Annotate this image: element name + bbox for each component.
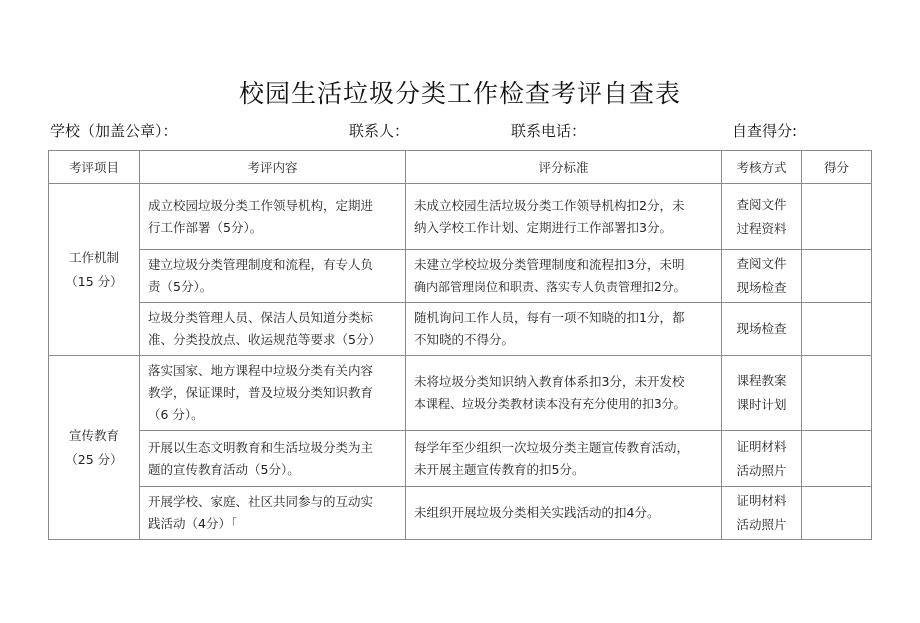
info-row xyxy=(0,120,920,144)
header-method: 考核方式 xyxy=(722,151,802,184)
score-cell[interactable] xyxy=(802,356,872,431)
method-line: 课时计划 xyxy=(736,397,787,412)
method-cell xyxy=(722,184,802,250)
method-cell xyxy=(722,356,802,431)
method-line: 现场检查 xyxy=(736,321,787,336)
score-cell[interactable] xyxy=(802,487,872,540)
table-row xyxy=(49,303,872,356)
header-score: 得分 xyxy=(802,151,872,184)
standard-line: 未组织开展垃圾分类相关实践活动的扣4分。 xyxy=(414,505,660,520)
page-title: 校园生活垃圾分类工作检查考评自查表 xyxy=(238,79,681,108)
content-cell xyxy=(140,431,406,487)
score-cell[interactable] xyxy=(802,184,872,250)
category-points: （25 分） xyxy=(65,451,123,467)
standard-cell xyxy=(406,184,722,250)
content-line: 责（5分）。 xyxy=(148,279,213,294)
content-line: （6 分）。 xyxy=(148,407,204,422)
table-row xyxy=(49,184,872,250)
standard-cell xyxy=(406,431,722,487)
content-line: 开展以生态文明教育和生活垃圾分类为主 xyxy=(148,439,374,455)
method-cell xyxy=(722,431,802,487)
standard-line: 确内部管理岗位和职责、落实专人负责管理扣2分。 xyxy=(414,280,686,294)
standard-line: 本课程、垃圾分类教材读本没有充分使用的扣3分。 xyxy=(414,397,686,411)
content-line: 垃圾分类管理人员、保洁人员知道分类标 xyxy=(148,310,374,325)
standard-line: 未将垃圾分类知识纳入教育体系扣3分，未开发校 xyxy=(414,374,685,389)
table-header-row xyxy=(49,151,872,184)
method-cell xyxy=(722,250,802,303)
content-line: 准、分类投放点、收运规范等要求（5分） xyxy=(148,332,381,347)
method-line: 活动照片 xyxy=(736,517,787,532)
standard-line: 未建立学校垃圾分类管理制度和流程扣3分，未明 xyxy=(414,257,685,272)
content-line: 建立垃圾分类管理制度和流程，有专人负 xyxy=(148,257,374,272)
content-cell xyxy=(140,250,406,303)
content-cell xyxy=(140,356,406,431)
method-line: 证明材料 xyxy=(736,493,787,508)
content-line: 教学，保证课时，普及垃圾分类知识教育 xyxy=(148,385,374,400)
content-line: 开展学校、家庭、社区共同参与的互动实 xyxy=(148,494,374,509)
method-line: 现场检查 xyxy=(736,280,787,295)
method-line: 活动照片 xyxy=(736,462,787,478)
table-row xyxy=(49,487,872,540)
standard-line: 不知晓的不得分。 xyxy=(414,332,515,347)
header-standard: 评分标准 xyxy=(406,151,722,184)
method-line: 过程资料 xyxy=(736,220,787,236)
header-content: 考评内容 xyxy=(140,151,406,184)
standard-line: 未开展主题宣传教育的扣5分。 xyxy=(414,461,585,477)
method-cell xyxy=(722,303,802,356)
standard-line: 未成立校园生活垃圾分类工作领导机构扣2分，未 xyxy=(414,197,685,213)
standard-cell xyxy=(406,250,722,303)
content-cell xyxy=(140,303,406,356)
method-line: 课程教案 xyxy=(736,373,787,388)
content-line: 题的宣传教育活动（5分）。 xyxy=(148,461,300,477)
standard-cell xyxy=(406,487,722,540)
header-item: 考评项目 xyxy=(49,151,140,184)
standard-line: 纳入学校工作计划、定期进行工作部署扣3分。 xyxy=(414,219,672,235)
category-name: 宣传教育 xyxy=(68,427,119,443)
table-row xyxy=(49,250,872,303)
score-cell[interactable] xyxy=(802,250,872,303)
standard-cell xyxy=(406,356,722,431)
self-score-label: 自查得分: xyxy=(732,122,798,140)
table-row xyxy=(49,431,872,487)
category-cell xyxy=(49,184,140,356)
category-name: 工作机制 xyxy=(68,249,119,265)
standard-line: 每学年至少组织一次垃圾分类主题宣传教育活动， xyxy=(414,439,690,455)
table-row xyxy=(49,356,872,431)
score-cell[interactable] xyxy=(802,431,872,487)
category-cell xyxy=(49,356,140,540)
method-line: 查阅文件 xyxy=(736,256,787,271)
phone-label: 联系电话： xyxy=(511,122,587,140)
content-line: 践活动（4分）「 xyxy=(148,516,238,531)
content-line: 成立校园垃圾分类工作领导机构，定期进 xyxy=(148,197,374,213)
score-cell[interactable] xyxy=(802,303,872,356)
review-table xyxy=(48,150,872,540)
content-line: 行工作部署（5分）。 xyxy=(148,219,263,235)
content-cell xyxy=(140,487,406,540)
method-line: 证明材料 xyxy=(736,438,787,454)
method-line: 查阅文件 xyxy=(736,196,787,212)
content-line: 落实国家、地方课程中垃圾分类有关内容 xyxy=(148,363,374,378)
contact-label: 联系人： xyxy=(349,122,410,140)
category-points: （15 分） xyxy=(65,273,123,289)
school-label: 学校（加盖公章）： xyxy=(50,122,178,140)
content-cell xyxy=(140,184,406,250)
standard-line: 随机询问工作人员，每有一项不知晓的扣1分，都 xyxy=(414,310,685,325)
standard-cell xyxy=(406,303,722,356)
method-cell xyxy=(722,487,802,540)
